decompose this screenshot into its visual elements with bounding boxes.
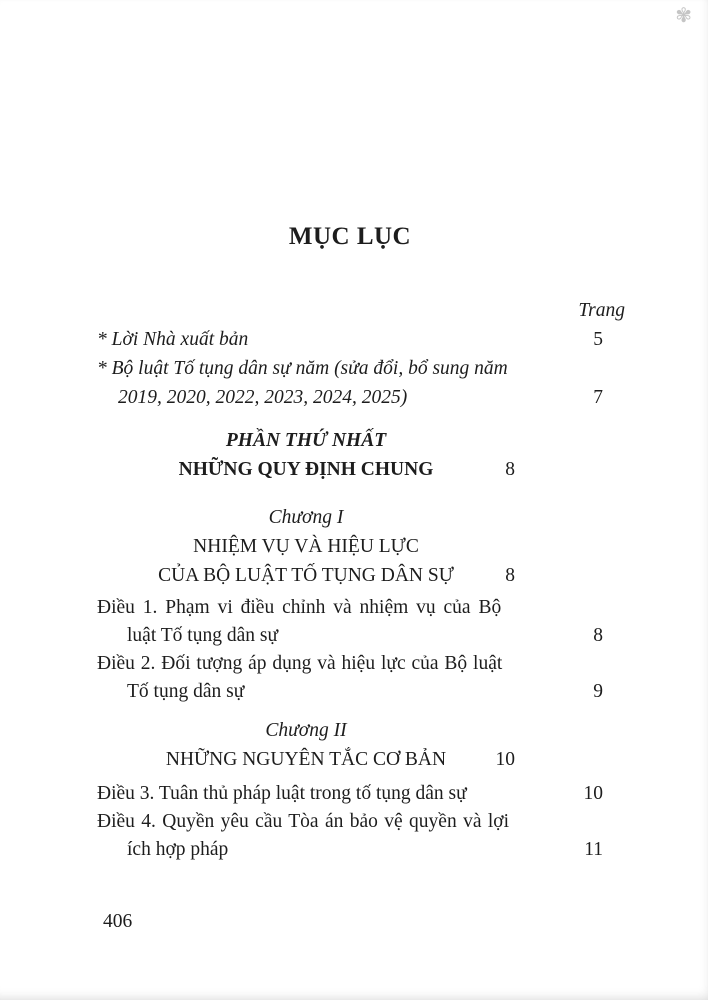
article-entry-2-continuation: [97, 678, 603, 706]
article-entry-2: [97, 650, 603, 678]
toc-line-text: NHỮNG QUY ĐỊNH CHUNG: [178, 459, 434, 480]
chapter-2-label: [97, 716, 515, 745]
toc-line-text: Chương I: [268, 507, 344, 528]
toc-line-text: NHIỆM VỤ VÀ HIỆU LỰC: [193, 536, 419, 557]
article-entry-3: [97, 780, 603, 808]
toc-entry-law-title-continuation: [97, 383, 603, 412]
toc-line-text: Tố tụng dân sự: [127, 681, 245, 702]
toc-line-text: PHẦN THỨ NHẤT: [225, 430, 387, 451]
page-number: 5: [593, 329, 603, 350]
toc-line-text: Điều 4. Quyền yêu cầu Tòa án bảo vệ quyền và lợi: [97, 811, 509, 832]
flower-ornament-icon: ✾: [675, 3, 692, 27]
article-entry-1-continuation: [97, 622, 603, 650]
toc-line-text: Điều 2. Đối tượng áp dụng và hiệu lực của Bộ luật: [97, 653, 503, 674]
article-entry-1: [97, 594, 603, 622]
chapter-2-title: [97, 745, 515, 774]
toc-line-text: Điều 1. Phạm vi điều chỉnh và nhiệm vụ của Bộ: [97, 597, 502, 618]
folio-page-number: 406: [103, 911, 133, 932]
toc-entry-publisher-note: [97, 325, 603, 354]
toc-line-text: Chương II: [265, 720, 347, 741]
toc-line-text: * Bộ luật Tố tụng dân sự năm (sửa đổi, bổ sung năm: [97, 358, 508, 379]
page-number: 8: [593, 625, 603, 646]
chapter-1-label: [97, 503, 515, 532]
toc-line-text: * Lời Nhà xuất bản: [97, 329, 249, 350]
page-number: 7: [593, 387, 603, 408]
page-number: 8: [505, 459, 515, 480]
page-number: 10: [495, 749, 515, 770]
toc-line-text: ích hợp pháp: [127, 839, 229, 860]
toc-line-text: CỦA BỘ LUẬT TỐ TỤNG DÂN SỰ: [158, 565, 454, 586]
toc-line-text: NHỮNG NGUYÊN TẮC CƠ BẢN: [165, 749, 447, 770]
part-title: [97, 455, 515, 484]
toc-line-text: luật Tố tụng dân sự: [127, 625, 279, 646]
chapter-1-title: [97, 532, 515, 561]
toc-line-text: 2019, 2020, 2022, 2023, 2024, 2025): [118, 387, 408, 408]
page-number: 10: [583, 783, 603, 804]
page-number: 8: [505, 565, 515, 586]
chapter-1-title-continuation: [97, 561, 515, 590]
page-number: 11: [584, 839, 603, 860]
toc-entry-law-title: [97, 354, 603, 383]
article-entry-4: [97, 808, 603, 836]
article-entry-4-continuation: [97, 836, 603, 864]
toc-line-text: Điều 3. Tuân thủ pháp luật trong tố tụng dân sự: [97, 783, 467, 804]
page-number: 9: [593, 681, 603, 702]
part-heading: [97, 426, 515, 455]
page-title: MỤC LỤC: [288, 223, 412, 250]
toc-content: [97, 0, 625, 864]
page-column-header: Trang: [578, 300, 625, 321]
